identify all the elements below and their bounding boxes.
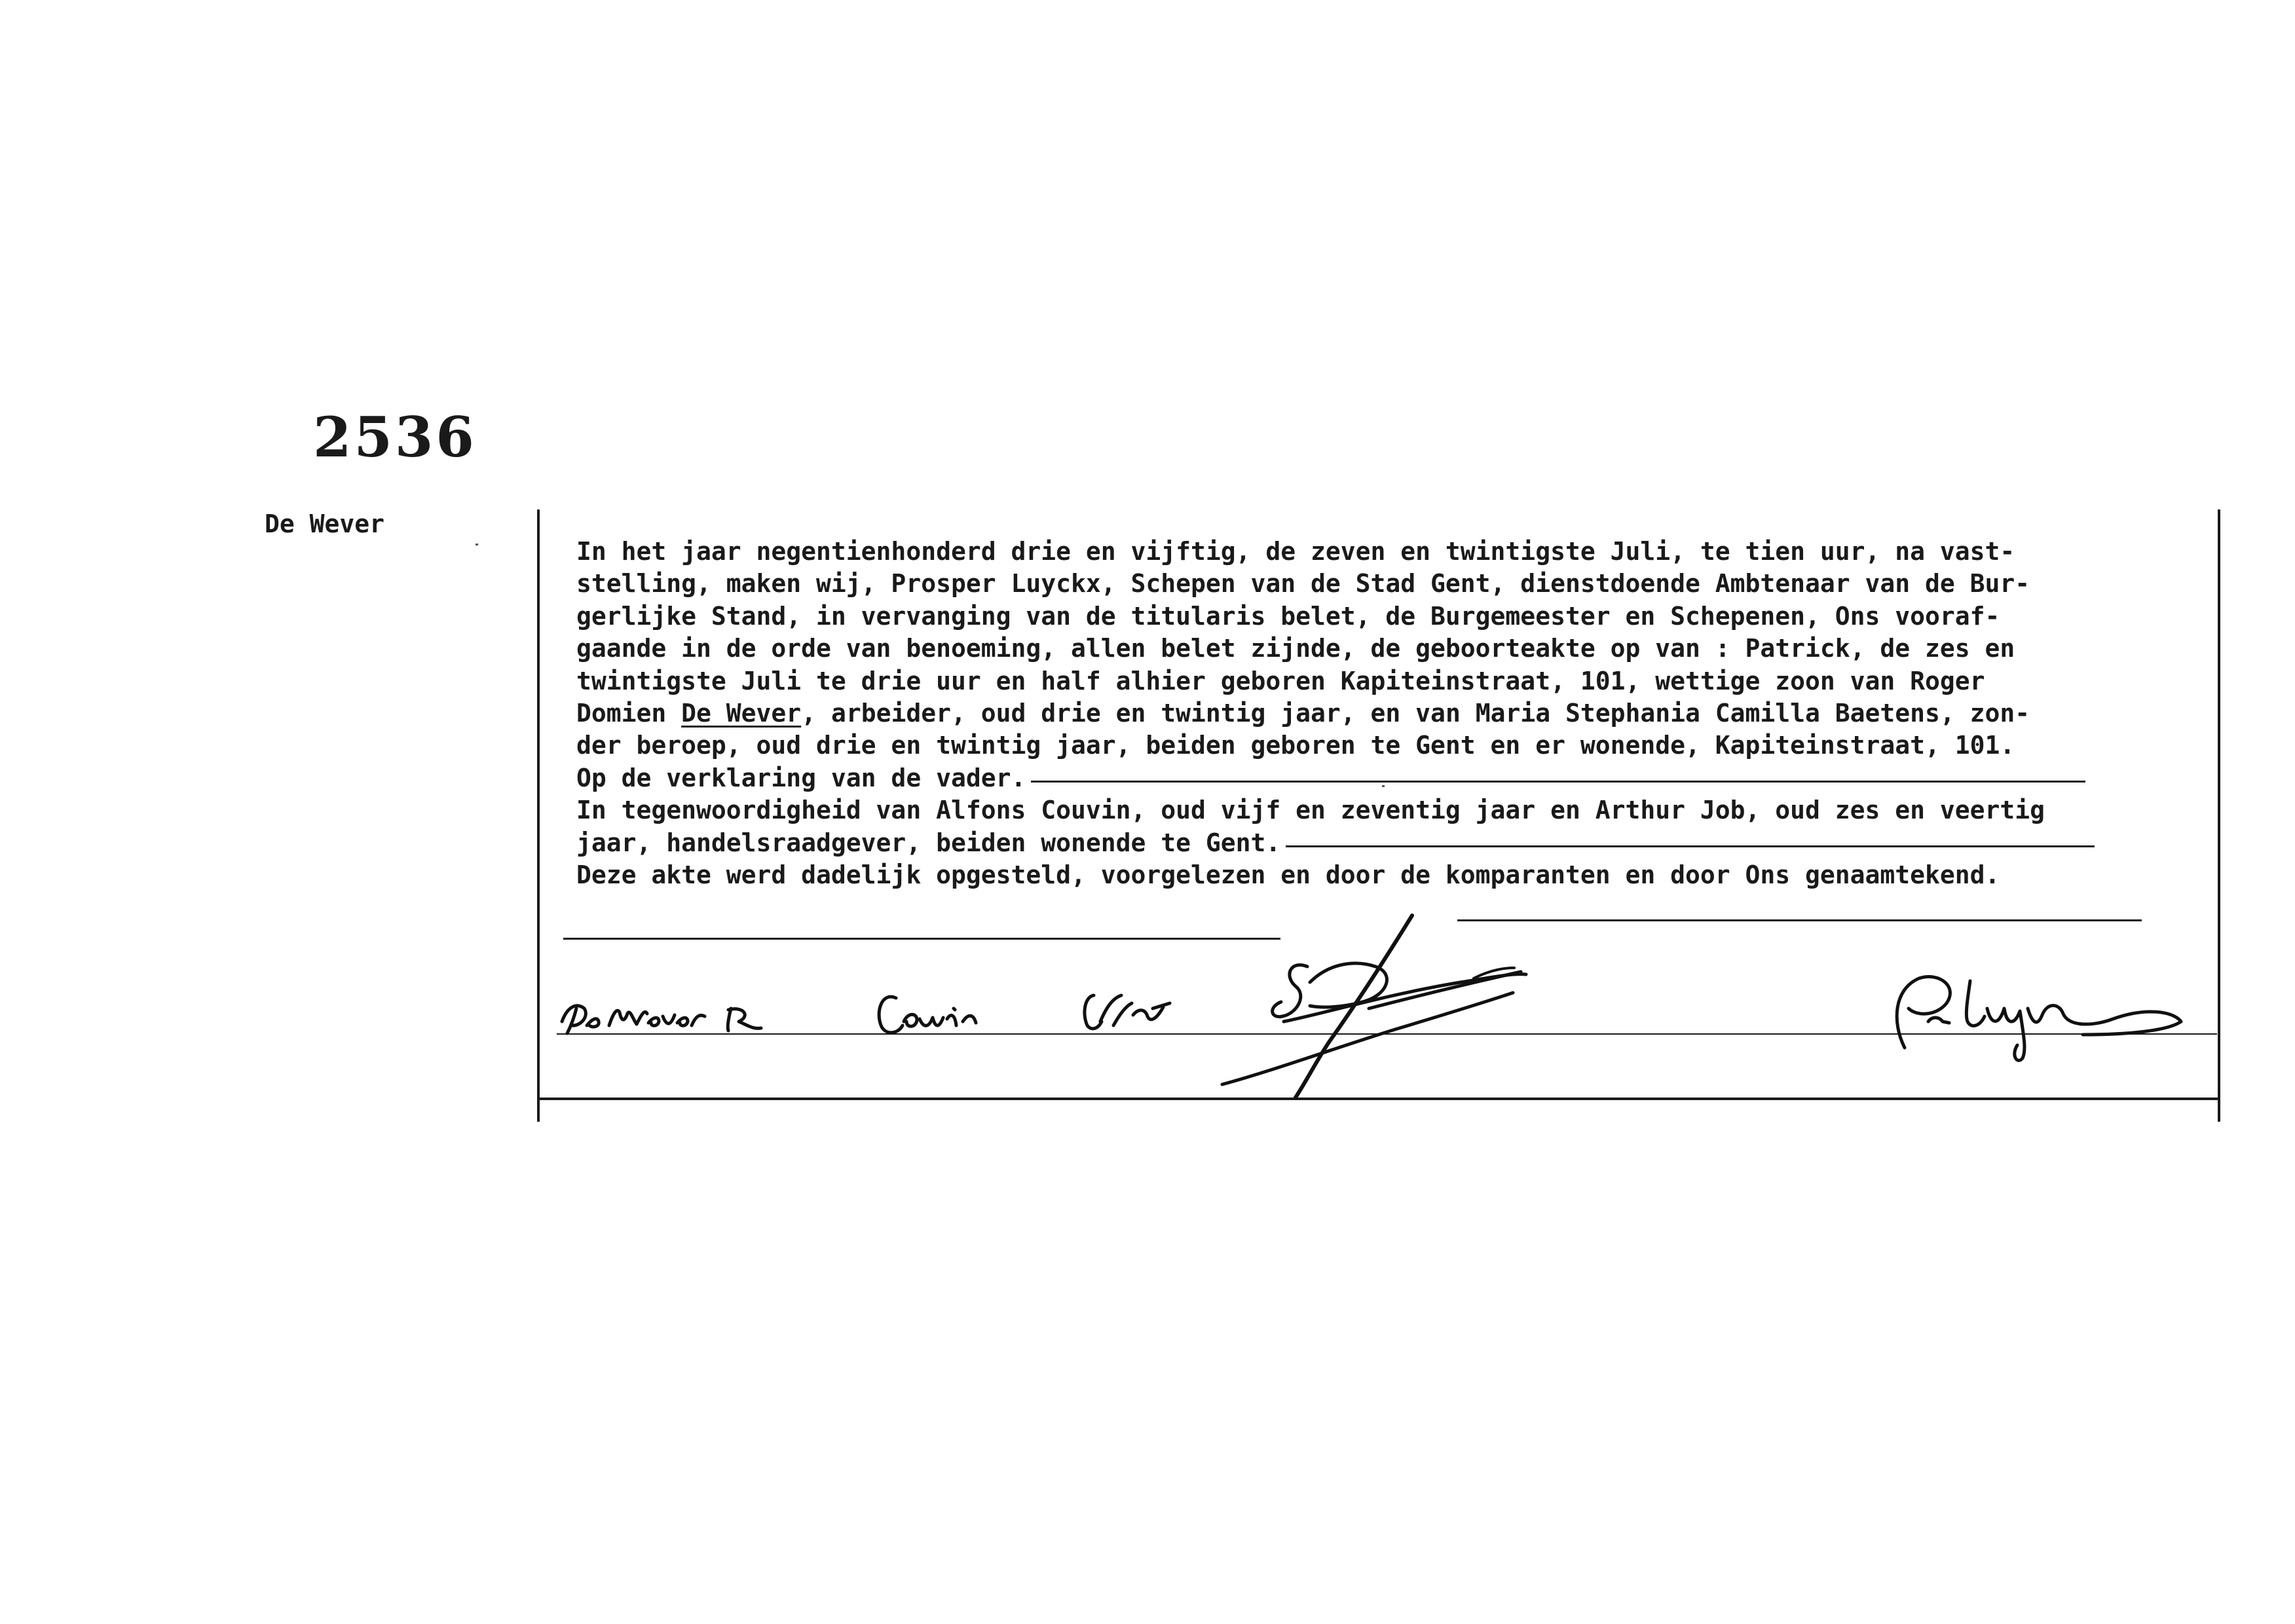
stray-mark	[476, 544, 478, 545]
register-frame-bottom	[537, 1098, 2220, 1100]
deed-line-text: der beroep, oud drie en twintig jaar, beiden geboren te Gent en er wonende, Kapiteinstraat, 101.	[576, 731, 2015, 760]
deed-line	[576, 859, 2214, 891]
deed-line-text: stelling, maken wij, Prosper Luyckx, Schepen van de Stad Gent, dienstdoende Ambtenaar van de Bur-	[576, 569, 2030, 599]
deed-line-text: , arbeider, oud drie en twintig jaar, en van Maria Stephania Camilla Baetens, zon-	[801, 699, 2030, 728]
register-frame-right	[2218, 509, 2220, 1122]
line-filler-rule	[1031, 781, 2085, 783]
birth-deed-text	[576, 536, 2214, 891]
deed-line	[576, 633, 2214, 665]
record-number: 2536	[313, 405, 477, 470]
margin-surname: De Wever	[265, 509, 385, 538]
deed-line-text: jaar, handelsraadgever, beiden wonende te Gent.	[576, 828, 1281, 857]
deed-line	[576, 665, 2214, 697]
signature-de-wever	[562, 1006, 761, 1033]
deed-line-text: Op de verklaring van de vader.	[576, 763, 1026, 792]
deed-line-text: twintigste Juli te drie uur en half alhier geboren Kapiteinstraat, 101, wettige zoon van Roger	[576, 666, 1985, 695]
deed-line	[576, 827, 2214, 859]
deed-line-text: In tegenwoordigheid van Alfons Couvin, oud vijf en zeventig jaar en Arthur Job, oud zes en veertig	[576, 796, 2045, 825]
signature-official-paraph	[1222, 915, 1526, 1098]
deed-line-text: Domien	[576, 699, 682, 728]
line-filler-rule	[1286, 845, 2095, 847]
signature-baseline	[557, 1033, 2217, 1035]
register-frame-left	[537, 509, 540, 1122]
signature-prosper-luyckx	[1897, 977, 2181, 1061]
deed-line-text: Deze akte werd dadelijk opgesteld, voorgelezen en door de komparanten en door Ons genaamtekend.	[576, 860, 2000, 890]
signature-rule	[1457, 919, 2142, 921]
underlined-surname: De Wever	[681, 699, 802, 728]
signature-arthur-job	[1085, 995, 1170, 1029]
deed-line-text: gaande in de orde van benoeming, allen belet zijnde, de geboorteakte op van : Patrick, de zes en	[576, 634, 2015, 663]
signature-couvin	[879, 997, 976, 1033]
deed-line	[576, 568, 2214, 600]
deed-line	[576, 762, 2214, 794]
deed-line	[576, 536, 2214, 568]
deed-line	[576, 600, 2214, 633]
deed-line-text: gerlijke Stand, in vervanging van de titularis belet, de Burgemeester en Schepenen, Ons vooraf-	[576, 601, 2000, 631]
deed-line	[576, 697, 2214, 729]
deed-line-text: In het jaar negentienhonderd drie en vijftig, de zeven en twintigste Juli, te tien uur, na vast-	[576, 537, 2015, 566]
deed-line	[576, 729, 2214, 762]
signature-rule	[563, 938, 1280, 940]
deed-line	[576, 794, 2214, 826]
